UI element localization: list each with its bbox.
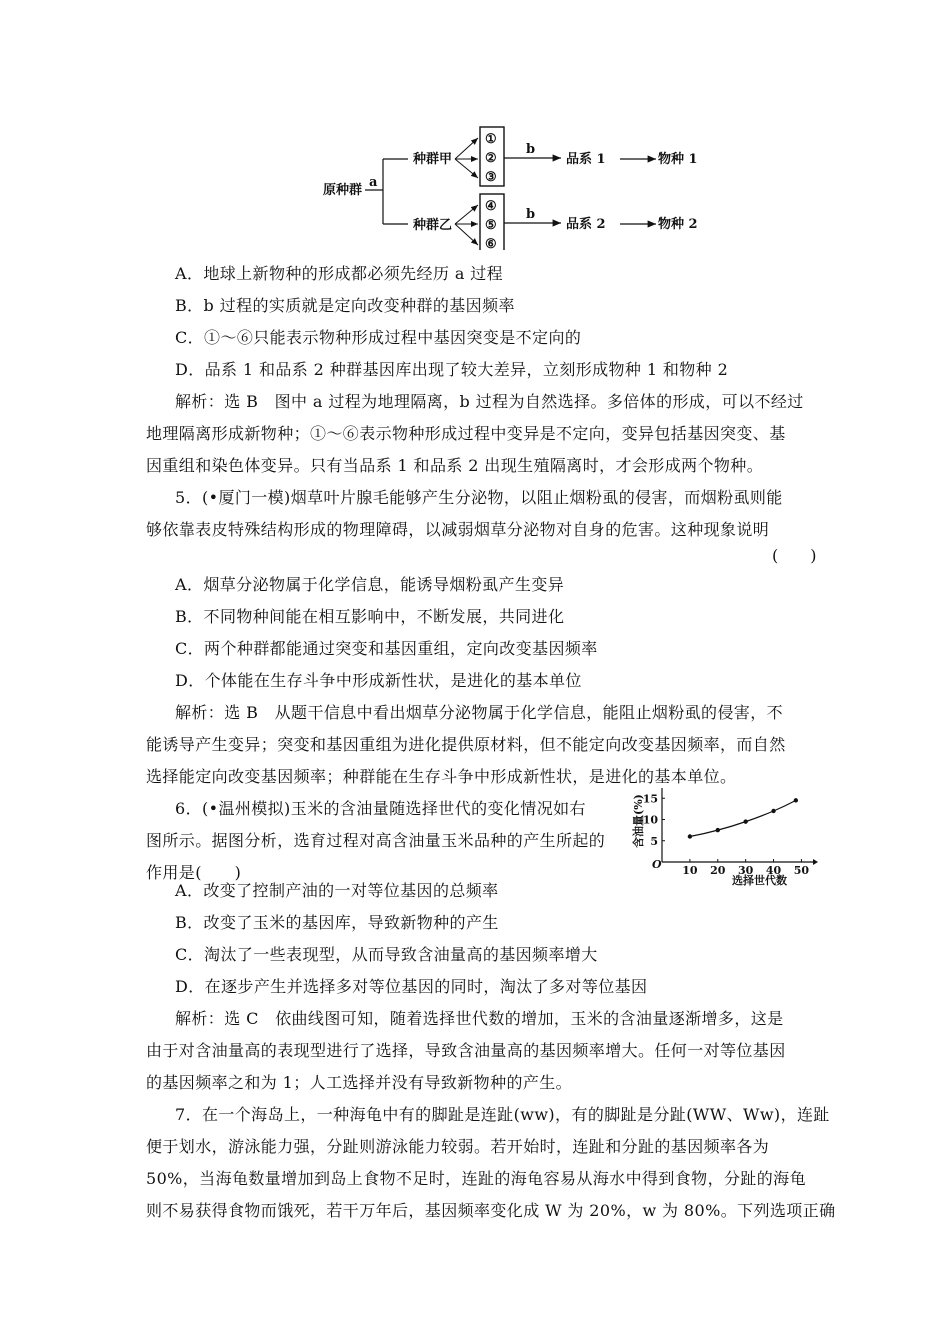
q5-stem-line-1: 5．(•厦门一模)烟草叶片腺毛能够产生分泌物，以阻止烟粉虱的侵害，而烟粉虱则能 [175,488,783,507]
oil-content-chart [622,788,822,898]
q5-answer-blank: ( ) [772,546,817,565]
chart-data-point [716,828,720,832]
chart-x-axis-label: 选择世代数 [732,874,787,887]
q6-option-a: A．改变了控制产油的一对等位基因的总频率 [175,881,499,900]
q4-option-c: C．①～⑥只能表示物种形成过程中基因突变是不定向的 [175,328,582,347]
q6-option-c: C．淘汰了一些表现型，从而导致含油量高的基因频率增大 [175,945,598,964]
mark-1: ① [485,132,497,147]
q7-stem-line-1: 7．在一个海岛上，一种海龟中有的脚趾是连趾(ww)，有的脚趾是分趾(WW、Ww)，连趾 [175,1105,830,1124]
mark-5: ⑤ [485,218,497,233]
group1-label: 种群甲 [413,152,453,167]
root-population-label: 原种群 [323,183,363,198]
q6-explanation-line-2: 由于对含油量高的表现型进行了选择，导致含油量高的基因频率增大。任何一对等位基因 [146,1041,786,1060]
q7-stem-line-4: 则不易获得食物而饿死，若干万年后，基因频率变化成 W 为 20%，w 为 80%。下列选项正确 [146,1201,836,1220]
chart-x-tick-label: 20 [710,864,726,877]
chart-y-tick-label: 15 [642,792,658,806]
mark-3: ③ [485,170,497,185]
chart-x-tick-label: 50 [793,864,810,877]
q5-option-a: A．烟草分泌物属于化学信息，能诱导烟粉虱产生变异 [175,575,565,594]
chart-series-line [690,800,796,836]
q5-explanation-line-3: 选择能定向改变基因频率；种群能在生存斗争中形成新性状，是进化的基本单位。 [146,767,737,786]
q6-stem-line-1: 6．(•温州模拟)玉米的含油量随选择世代的变化情况如右 [175,799,586,818]
chart-y-tick-label: 10 [642,813,658,827]
q6-stem-line-2: 图所示。据图分析，选育过程对高含油量玉米品种的产生所起的 [146,831,606,850]
q6-explanation-line-1: 解析：选 C 依曲线图可知，随着选择世代数的增加，玉米的含油量逐渐增多，这是 [175,1009,784,1028]
q7-stem-line-2: 便于划水，游泳能力强，分趾则游泳能力较弱。若开始时，连趾和分趾的基因频率各为 [146,1137,770,1156]
q5-explanation-line-2: 能诱导产生变异；突变和基因重组为进化提供原材料，但不能定向改变基因频率，而自然 [146,735,786,754]
chart-data-point [743,819,747,823]
species1-label: 物种 1 [658,152,698,167]
selection-label-1: b [526,142,536,157]
q4-explanation-line-3: 因重组和染色体变异。只有当品系 1 和品系 2 出现生殖隔离时，才会形成两个物种。 [146,456,764,475]
q6-option-b: B．改变了玉米的基因库，导致新物种的产生 [175,913,499,932]
q4-option-a: A．地球上新物种的形成都必须先经历 a 过程 [175,264,504,283]
q6-explanation-line-3: 的基因频率之和为 1；人工选择并没有导致新物种的产生。 [146,1073,573,1092]
q6-option-d: D．在逐步产生并选择多对等位基因的同时，淘汰了多对等位基因 [175,977,648,996]
chart-x-tick-label: 10 [682,864,698,877]
chart-x-arrow [813,859,818,865]
q4-explanation-line-2: 地理隔离形成新物种；①～⑥表示物种形成过程中变异是不定向，变异包括基因突变、基 [146,424,786,443]
q6-stem-line-3: 作用是( ) [146,863,242,882]
q5-option-c: C．两个种群都能通过突变和基因重组，定向改变基因频率 [175,639,598,658]
chart-data-point [794,798,798,802]
chart-y-tick-label: 5 [650,834,658,848]
split-label: a [369,175,378,190]
chart-y-axis-label: 含油量(%) [632,794,645,848]
q5-stem-line-2: 够依靠表皮特殊结构形成的物理障碍，以减弱烟草分泌物对自身的危害。这种现象说明 [146,520,770,539]
q4-explanation-line-1: 解析：选 B 图中 a 过程为地理隔离，b 过程为自然选择。多倍体的形成，可以不经过 [175,392,804,411]
q5-explanation-line-1: 解析：选 B 从题干信息中看出烟草分泌物属于化学信息，能阻止烟粉虱的侵害，不 [175,703,784,722]
chart-data-point [771,809,775,813]
q5-option-b: B．不同物种间能在相互影响中，不断发展，共同进化 [175,607,565,626]
selection-label-2: b [526,207,536,222]
speciation-diagram [0,0,950,250]
mark-4: ④ [485,199,497,214]
chart-x-tick-label: 30 [737,864,754,877]
q7-stem-line-3: 50%，当海龟数量增加到岛上食物不足时，连趾的海龟容易从海水中得到食物，分趾的海龟 [146,1169,806,1188]
mark-2: ② [485,151,497,166]
q4-option-b: B．b 过程的实质就是定向改变种群的基因频率 [175,296,515,315]
q5-option-d: D．个体能在生存斗争中形成新性状，是进化的基本单位 [175,671,582,690]
chart-data-point [688,834,692,838]
chart-origin-label: O [652,858,662,871]
mark-6: ⑥ [485,237,497,250]
q4-option-d: D．品系 1 和品系 2 种群基因库出现了较大差异，立刻形成物种 1 和物种 2 [175,360,729,379]
species2-label: 物种 2 [658,217,698,232]
strain1-label: 品系 1 [566,152,606,167]
strain2-label: 品系 2 [566,217,606,232]
group2-label: 种群乙 [413,218,453,233]
chart-x-tick-label: 40 [765,864,782,877]
